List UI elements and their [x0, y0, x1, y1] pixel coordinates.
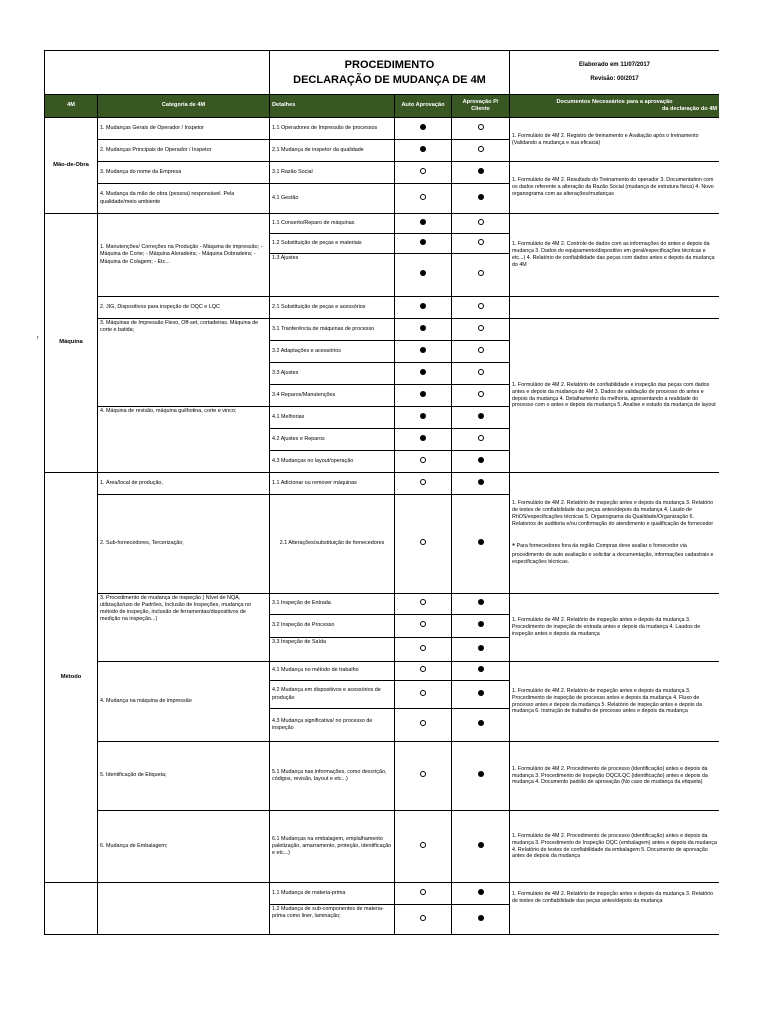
approval-dot-icon	[478, 391, 484, 397]
auto-approval-cell	[395, 594, 452, 615]
auto-approval-cell	[395, 214, 452, 234]
auto-approval-cell	[395, 385, 452, 407]
approval-dot-icon	[420, 303, 426, 309]
category-cell: 3. Máquinas de Impressão Flexo, Off-set, cortadeiras. Máquina de corte e batida;	[98, 319, 270, 407]
approval-dot-icon	[420, 599, 426, 605]
client-approval-cell	[452, 638, 510, 662]
table-row	[45, 883, 720, 905]
detail-cell: 4.1 Gestão	[270, 184, 395, 214]
document-meta	[510, 51, 720, 95]
client-approval-cell	[452, 214, 510, 234]
client-approval-cell	[452, 184, 510, 214]
col-documentos	[510, 95, 720, 118]
approval-dot-icon	[420, 325, 426, 331]
docs-cell: 1. Formulário de 4M 2. Controle de dados com as informações do antes e depois da mudança 3. Dados do equipamento/dispositivo em geral/especificações técnicas e etc...) 4. Relatório de confiabilidade das peças com dados antes e depois da mudança do 4M	[510, 214, 720, 297]
client-approval-cell	[452, 615, 510, 638]
detail-cell: 3.3 Ajustes	[270, 363, 395, 385]
category-cell: 4. Mudança da mão de obra (pessoa) responsável. Pela qualidade/meio ambiente	[98, 184, 270, 214]
detail-cell: 4.3 Mudança significativa/ no processo de inspeção	[270, 709, 395, 742]
col-4m: 4M	[45, 95, 98, 118]
group-mao-de-obra: Mão-de-Obra	[45, 118, 98, 214]
column-header-row	[45, 95, 720, 118]
table-row	[45, 162, 720, 184]
table-row	[45, 594, 720, 615]
approval-dot-icon	[478, 645, 484, 651]
approval-dot-icon	[420, 270, 426, 276]
detail-cell: 3.2 Inspeção de Processo	[270, 615, 395, 638]
auto-approval-cell	[395, 254, 452, 297]
table-row	[45, 473, 720, 495]
approval-dot-icon	[420, 889, 426, 895]
docs-cell: 1. Formulário de 4M 2. Relatório de confiabilidade e inspeção das peças com dados antes e depois da mudança do 4M 3. Dados de validação de processo do antes e depois da mudança 4. Detalhamento da melhoria, apresentando a realidade do processo com o antes e depois da mudança 5. Analise e estudo da mudança de layout	[510, 319, 720, 473]
approval-dot-icon	[478, 479, 484, 485]
title-line-2: DECLARAÇÃO DE MUDANÇA DE 4M	[293, 73, 486, 86]
auto-approval-cell	[395, 662, 452, 681]
detail-cell: 1.1 Conserto/Reparo de máquinas	[270, 214, 395, 234]
docs-text: 1. Formulário de 4M 2. Relatório de inspeção antes e depois da mudança 3. Relatório de testes de confiabilidade das peças antes/depois da mudança 4. Laudo de RhOS/especificações técnicas 5. Organograma da Qualidade/Organização 6. Relatorios de auditoria e/ou confirmação do atendimento e qualificação de fornecedor	[512, 500, 714, 527]
approval-dot-icon	[420, 168, 426, 174]
header-blank-cell	[45, 51, 270, 95]
approval-dot-icon	[478, 621, 484, 627]
detail-cell: 2.1 Alterações/substituição de fornecedores	[270, 495, 395, 594]
docs-cell: 1. Formulário de 4M 2. Relatório de inspeção antes e depois da mudança 3. Procedimento de inspeção de processo antes e depois da mudança 4. Fluxo de processo antes e depois da mudança 5. Relatório de inspeção antes e depois da mudança 6. Instrução de trabalho de processo antes e depois da mudança	[510, 662, 720, 742]
auto-approval-cell	[395, 319, 452, 341]
document-title	[270, 51, 510, 95]
approval-dot-icon	[478, 146, 484, 152]
auto-approval-cell	[395, 363, 452, 385]
detail-cell: 3.4 Reparos/Manutenções	[270, 385, 395, 407]
table-row	[45, 214, 720, 234]
approval-dot-icon	[478, 347, 484, 353]
auto-approval-cell	[395, 811, 452, 883]
auto-approval-cell	[395, 883, 452, 905]
category-cell: 5. Identificação de Etiqueta;	[98, 742, 270, 811]
client-approval-cell	[452, 495, 510, 594]
docs-cell: 1. Formulário de 4M 2. Procedimento de processo (identificação) antes e depois da mudança 3. Procedimento de Inspeção OQC (embalagem) antes e depois da mudança 4. Relatório de testes de confiabilidade da embalagem 5. Documento de aporvação antes de depois da mudança	[510, 811, 720, 883]
detail-cell: 5.1 Mudança nas informações, como descrição, códigos, revisão, layout e etc...)	[270, 742, 395, 811]
approval-dot-icon	[478, 124, 484, 130]
detail-cell: 3.1 Inspeção de Entrada	[270, 594, 395, 615]
approval-dot-icon	[478, 842, 484, 848]
asterisk-icon: *	[512, 541, 516, 551]
approval-dot-icon	[420, 621, 426, 627]
client-approval-cell	[452, 363, 510, 385]
approval-dot-icon	[478, 599, 484, 605]
approval-dot-icon	[420, 539, 426, 545]
detail-cell: 4.3 Mudanças no layout/operação	[270, 451, 395, 473]
client-approval-cell	[452, 681, 510, 709]
client-approval-cell	[452, 905, 510, 935]
approval-dot-icon	[478, 369, 484, 375]
client-approval-cell	[452, 385, 510, 407]
category-cell: 3. Procedimento de mudança de inspeção ( Nível de NQA, utilização/uso de Padrões, Inclusão de Inspeções, mudança no método de inspeção, inclusão de ferramentas/dispositivos de medição na inspeção...)	[98, 594, 270, 662]
approval-dot-icon	[420, 369, 426, 375]
group-cell-empty	[45, 883, 98, 935]
approval-dot-icon	[478, 915, 484, 921]
detail-cell: 2.1 Mudança de inspetor da qualidade	[270, 140, 395, 162]
category-cell: 6. Mudança de Embalagem;	[98, 811, 270, 883]
col-documentos-line2: da declaração do 4M	[661, 106, 717, 112]
auto-approval-cell	[395, 615, 452, 638]
client-approval-cell	[452, 742, 510, 811]
approval-dot-icon	[478, 303, 484, 309]
auto-approval-cell	[395, 681, 452, 709]
approval-dot-icon	[420, 479, 426, 485]
docs-cell: 1. Formulário de 4M 2. Registro de treinamento e Avaliação após o treinamento (Validando a mudança e sua eficacia)	[510, 118, 720, 162]
category-cell: 1. Área/local de produção,	[98, 473, 270, 495]
client-approval-cell	[452, 118, 510, 140]
approval-dot-icon	[420, 413, 426, 419]
table-row	[45, 319, 720, 341]
category-cell: 2. JIG, Dispositivos para inspeção de OQC e LQC	[98, 297, 270, 319]
client-approval-cell	[452, 297, 510, 319]
approval-dot-icon	[420, 915, 426, 921]
approval-dot-icon	[478, 325, 484, 331]
auto-approval-cell	[395, 429, 452, 451]
detail-cell: 4.1 Melhorias	[270, 407, 395, 429]
approval-dot-icon	[420, 124, 426, 130]
client-approval-cell	[452, 709, 510, 742]
detail-cell: 3.3 Inspeção de Saída	[270, 638, 395, 662]
detail-cell: 1.2 Substituição de peças e materiais	[270, 234, 395, 254]
detail-cell: 3.1 Razão Social	[270, 162, 395, 184]
client-approval-cell	[452, 662, 510, 681]
approval-dot-icon	[478, 194, 484, 200]
procedure-sheet	[44, 50, 719, 955]
docs-cell: 1. Formulário de 4M 2. Procedimento de processo (identificação) antes e depois da mudança 3. Procedimento de Inspeção OQC/LQC (identificação) antes e depois da mudança 4. Documento padrão de aprovação (No caso de mudança da etiqueta)	[510, 742, 720, 811]
approval-dot-icon	[478, 889, 484, 895]
category-cell: 1. Manutenções/ Correções na Produção - Máquina de impressão; - Máquina de Corte; - Máquina Aloradeira; - Máquina Dobradeira; - Máquina de Colagem; - Etc...	[98, 214, 270, 297]
approval-dot-icon	[478, 771, 484, 777]
approval-dot-icon	[478, 168, 484, 174]
approval-dot-icon	[478, 239, 484, 245]
auto-approval-cell	[395, 495, 452, 594]
client-approval-cell	[452, 594, 510, 615]
detail-cell: 6.1 Mudanças na embalagem, emplalhamento paletização, amarramento, proteção, identificação e etc...)	[270, 811, 395, 883]
client-approval-cell	[452, 162, 510, 184]
auto-approval-cell	[395, 341, 452, 363]
client-approval-cell	[452, 883, 510, 905]
revision-number: Revisão: 00/2017	[590, 75, 639, 82]
category-cell: 2. Sub-fornecedores, Tercerização;	[98, 495, 270, 594]
approval-dot-icon	[420, 219, 426, 225]
approval-dot-icon	[420, 457, 426, 463]
table-row	[45, 811, 720, 883]
docs-cell	[510, 473, 720, 594]
approval-dot-icon	[420, 391, 426, 397]
client-approval-cell	[452, 473, 510, 495]
approval-dot-icon	[478, 219, 484, 225]
detail-cell: 1.1 Operadores de Impressão de processos	[270, 118, 395, 140]
auto-approval-cell	[395, 709, 452, 742]
auto-approval-cell	[395, 140, 452, 162]
client-approval-cell	[452, 234, 510, 254]
auto-approval-cell	[395, 742, 452, 811]
detail-cell: 1.1 Adicionar ou remover máquinas	[270, 473, 395, 495]
client-approval-cell	[452, 341, 510, 363]
auto-approval-cell	[395, 184, 452, 214]
auto-approval-cell	[395, 118, 452, 140]
col-aprovacao-line1: Aprovação P/	[462, 98, 499, 105]
approval-dot-icon	[420, 666, 426, 672]
auto-approval-cell	[395, 297, 452, 319]
col-categoria: Categoria de 4M	[98, 95, 270, 118]
group-maquina: Máquina	[45, 214, 98, 473]
stray-mark: r	[37, 335, 39, 341]
approval-dot-icon	[478, 666, 484, 672]
document-header	[45, 51, 720, 95]
approval-dot-icon	[478, 435, 484, 441]
docs-note	[512, 542, 717, 566]
client-approval-cell	[452, 140, 510, 162]
table-row	[45, 118, 720, 140]
approval-dot-icon	[420, 347, 426, 353]
approval-dot-icon	[420, 842, 426, 848]
docs-note-text: Para fornecedores fora da região Compras deve avaliar o fornecedor via procedimento de auto avaliação e solicitar a documentação, informações cadastrais e especificações técnicas.	[512, 542, 714, 565]
approval-dot-icon	[478, 413, 484, 419]
approval-dot-icon	[478, 690, 484, 696]
approval-dot-icon	[478, 539, 484, 545]
category-cell-empty	[98, 883, 270, 935]
docs-cell-empty	[510, 297, 720, 319]
detail-cell: 1.2 Mudança de sub-componentes de materia-prima como liner, laminação;	[270, 905, 395, 935]
docs-cell: 1. Formulário de 4M 2. Relatório de inspeção antes e depois da mudança 3. Relatório de testes de confiabilidade das peças antes/depois da mudança	[510, 883, 720, 935]
docs-cell: 1. Formulário de 4M 2. Relatório de inspeção antes e depois da mudança 3. Procedimento de inspeção de entrada antes e depois da mudança 4. Laudos de inspeção antes e depois da mudança	[510, 594, 720, 662]
docs-cell: 1. Formulário de 4M 2. Resultado do Treinamento do operador 3. Documentation com os dados referente a alteração da Razão Social (mudança de estrutura fisica) 4. Novo organograma com as alterações/mudanças	[510, 162, 720, 214]
approval-dot-icon	[478, 270, 484, 276]
approval-dot-icon	[420, 690, 426, 696]
detail-cell: 4.2 Ajustes e Reparos	[270, 429, 395, 451]
detail-cell: 1.1 Mudança de materia-prima	[270, 883, 395, 905]
table-row	[45, 742, 720, 811]
category-cell: 1. Mudanças Gerais de Operador / Inspetor	[98, 118, 270, 140]
col-auto-aprovacao: Auto Aprovação	[395, 95, 452, 118]
category-cell: 4. Mudança na máquina de impressão	[98, 662, 270, 742]
approval-dot-icon	[420, 194, 426, 200]
client-approval-cell	[452, 254, 510, 297]
auto-approval-cell	[395, 905, 452, 935]
detail-cell: 4.1 Mudança no método de trabalho	[270, 662, 395, 681]
col-detalhes: Detalhes	[270, 95, 395, 118]
change-declaration-table	[44, 50, 719, 935]
auto-approval-cell	[395, 473, 452, 495]
auto-approval-cell	[395, 451, 452, 473]
client-approval-cell	[452, 429, 510, 451]
detail-cell: 2.1 Substituição de peças e acessórios	[270, 297, 395, 319]
auto-approval-cell	[395, 162, 452, 184]
approval-dot-icon	[420, 645, 426, 651]
table-row	[45, 662, 720, 681]
auto-approval-cell	[395, 407, 452, 429]
approval-dot-icon	[478, 457, 484, 463]
category-cell: 4. Máquina de revisão, máquina guilhotina, corte e vinco;	[98, 407, 270, 473]
col-aprovacao-line2: Cliente	[471, 106, 490, 112]
client-approval-cell	[452, 319, 510, 341]
client-approval-cell	[452, 407, 510, 429]
table-row	[45, 297, 720, 319]
detail-cell: 4.2 Mudança em dispositivos e acessórios de produção	[270, 681, 395, 709]
auto-approval-cell	[395, 638, 452, 662]
approval-dot-icon	[420, 435, 426, 441]
category-cell: 2. Mudanças Principais de Operador / Inspetor	[98, 140, 270, 162]
approval-dot-icon	[420, 771, 426, 777]
client-approval-cell	[452, 811, 510, 883]
col-documentos-line1: Documentos Necessários para a aprovação	[556, 98, 673, 105]
approval-dot-icon	[478, 720, 484, 726]
approval-dot-icon	[420, 239, 426, 245]
auto-approval-cell	[395, 234, 452, 254]
category-cell: 3. Mudança do nome da Empresa	[98, 162, 270, 184]
detail-cell: 1.3 Ajustes	[270, 254, 395, 297]
client-approval-cell	[452, 451, 510, 473]
approval-dot-icon	[420, 720, 426, 726]
detail-cell: 3.1 Tranferência de máquinas de processo	[270, 319, 395, 341]
title-line-1: PROCEDIMENTO	[344, 58, 435, 71]
col-aprovacao-cliente	[452, 95, 510, 118]
approval-dot-icon	[420, 146, 426, 152]
group-metodo: Método	[45, 473, 98, 883]
elaborado-date: Elaborado em 11/07/2017	[578, 62, 651, 69]
detail-cell: 3.2 Adaptações e acessórios	[270, 341, 395, 363]
